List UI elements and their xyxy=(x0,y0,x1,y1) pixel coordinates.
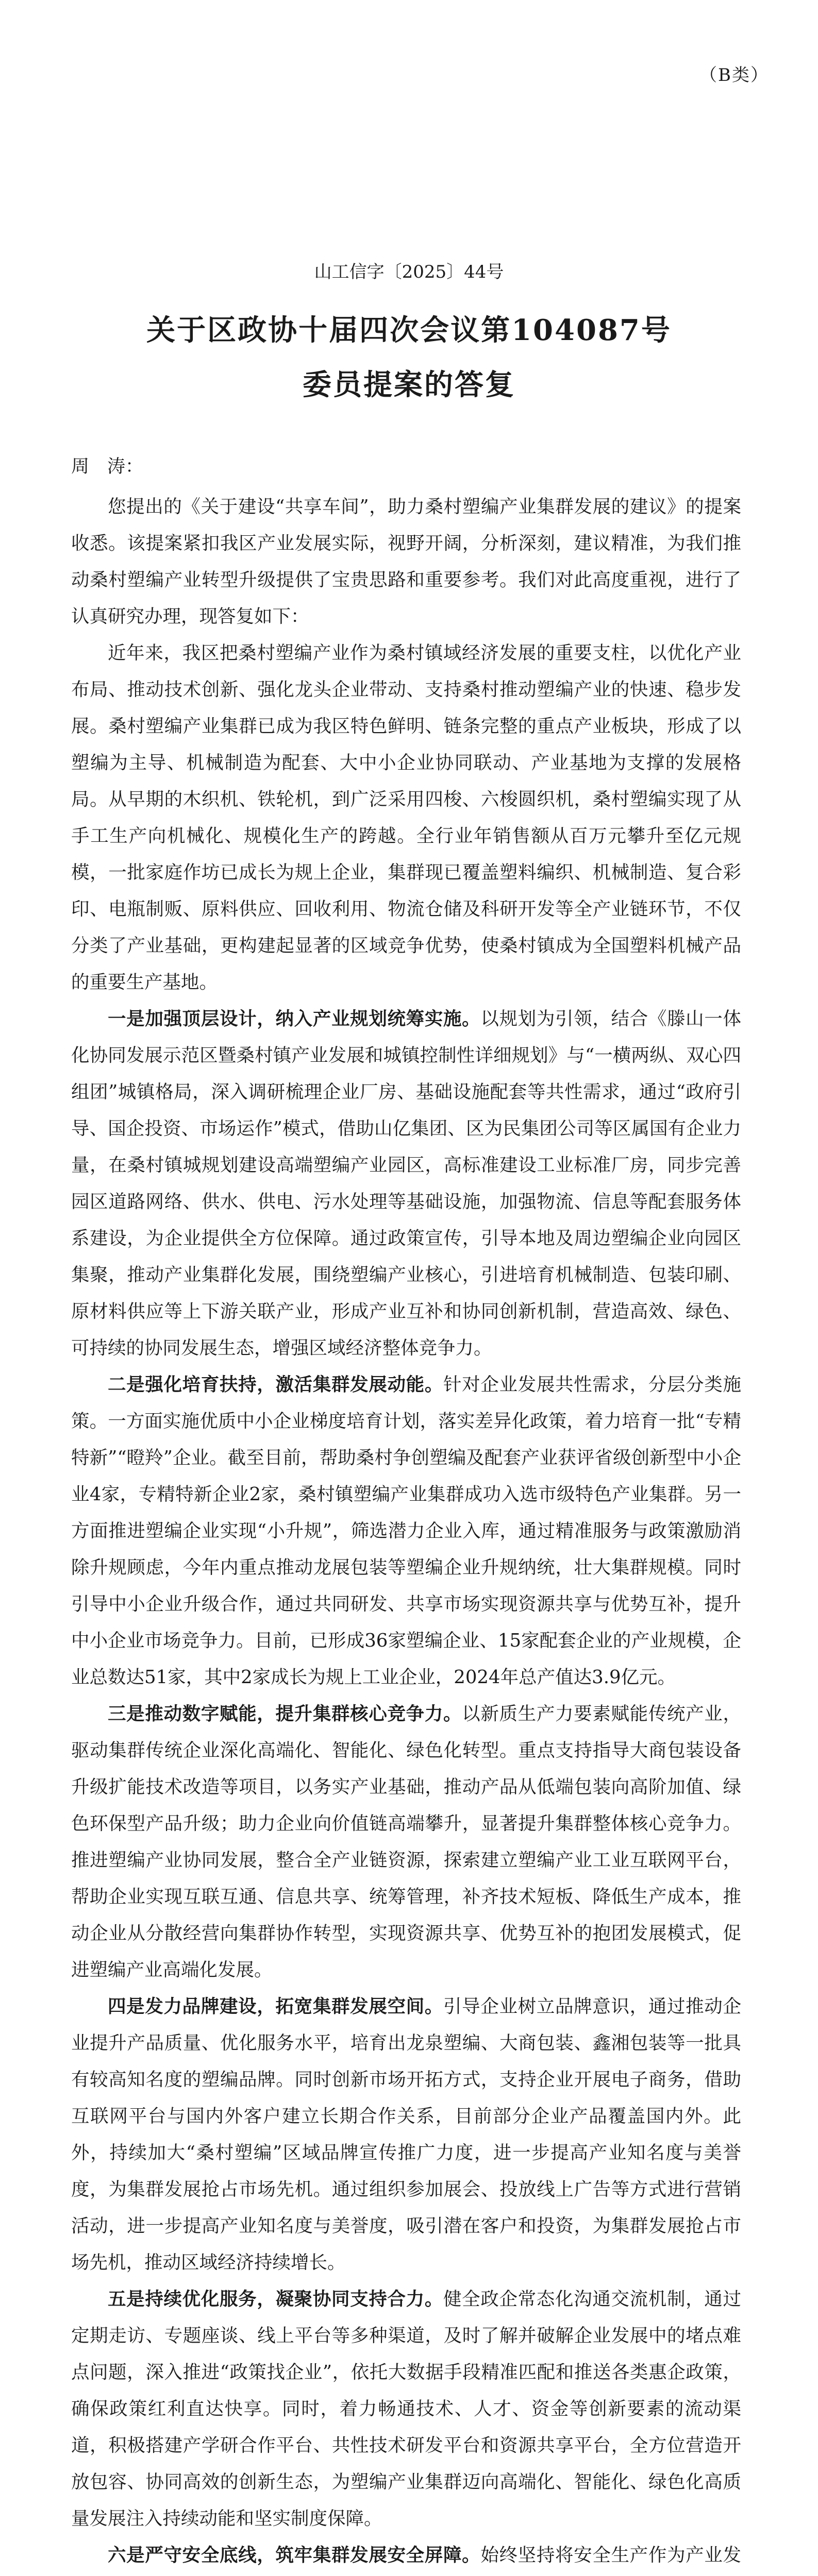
paragraph-lead: 四是发力品牌建设，拓宽集群发展空间。 xyxy=(108,1996,443,2017)
title-line-2: 委员提案的答复 xyxy=(303,368,515,402)
paragraph-lead: 六是严守安全底线，筑牢集群发展安全屏障。 xyxy=(108,2545,481,2566)
paragraph-text: 健全政企常态化沟通交流机制，通过定期走访、专题座谈、线上平台等多种渠道，及时了解并破解企业发展中的堵点难点问题，深入推进“政策找企业”，依托大数据手段精准匹配和推送各类惠企政策，确保政策红利直达快享。同时，着力畅通技术、人才、资金等创新要素的流动渠道，积极搭建产学研合作平台、共性技术研发平台和资源共享平台，全方位营造开放包容、协同高效的创新生态，为塑编产业集群迈向高端化、智能化、绿色化高质量发展注入持续动能和坚实制度保障。 xyxy=(71,2289,741,2529)
paragraph-text: 您提出的《关于建设“共享车间”，助力桑村塑编产业集群发展的建议》的提案收悉。该提案紧扣我区产业发展实际，视野开阔，分析深刻，建议精准，为我们推动桑村塑编产业转型升级提供了宝贵思路和重要参考。我们对此高度重视，进行了认真研究办理，现答复如下： xyxy=(71,496,741,627)
paragraph-text: 针对企业发展共性需求，分层分类施策。一方面实施优质中小企业梯度培育计划，落实差异化政策，着力培育一批“专精特新”“瞪羚”企业。截至目前，帮助桑村争创塑编及配套产业获评省级创新型中小企业4家，专精特新企业2家，桑村镇塑编产业集群成功入选市级特色产业集群。另一方面推进塑编企业实现“小升规”，筛选潜力企业入库，通过精准服务与政策激励消除升规顾虑，今年内重点推动龙展包装等塑编企业升规纳统，壮大集群规模。同时引导中小企业升级合作，通过共同研发、共享市场实现资源共享与优势互补，提升中小企业市场竞争力。目前，已形成36家塑编企业、15家配套企业的产业规模，企业总数达51家，其中2家成长为规上工业企业，2024年总产值达3.9亿元。 xyxy=(71,1374,741,1688)
body-paragraph xyxy=(71,2281,741,2537)
paragraph-text: 引导企业树立品牌意识，通过推动企业提升产品质量、优化服务水平，培育出龙泉塑编、大商包装、鑫湘包装等一批具有较高知名度的塑编品牌。同时创新市场开拓方式，支持企业开展电子商务，借助互联网平台与国内外客户建立长期合作关系，目前部分企业产品覆盖国内外。此外，持续加大“桑村塑编”区域品牌宣传推广力度，进一步提高产业知名度与美誉度，为集群发展抢占市场先机。通过组织参加展会、投放线上广告等方式进行营销活动，进一步提高产业知名度与美誉度，吸引潜在客户和投资，为集群发展抢占市场先机，推动区域经济持续增长。 xyxy=(71,1996,741,2273)
paragraph-text: 以新质生产力要素赋能传统产业，驱动集群传统企业深化高端化、智能化、绿色化转型。重点支持指导大商包装设备升级扩能技术改造等项目，以务实产业基础，推动产品从低端包装向高阶加值、绿色环保型产品升级；助力企业向价值链高端攀升，显著提升集群整体核心竞争力。推进塑编产业协同发展，整合全产业链资源，探索建立塑编产业工业互联网平台，帮助企业实现互联互通、信息共享、统筹管理，补齐技术短板、降低生产成本，推动企业从分散经营向集群协作转型，实现资源共享、优势互补的抱团发展模式，促进塑编产业高端化发展。 xyxy=(71,1703,741,1980)
body-paragraph xyxy=(71,2537,741,2576)
paragraph-lead: 一是加强顶层设计，纳入产业规划统筹实施。 xyxy=(108,1008,481,1029)
paragraph-text: 近年来，我区把桑村塑编产业作为桑村镇域经济发展的重要支柱，以优化产业布局、推动技术创新、强化龙头企业带动、支持桑村推动塑编产业的快速、稳步发展。桑村塑编产业集群已成为我区特色鲜明、链条完整的重点产业板块，形成了以塑编为主导、机械制造为配套、大中小企业协同联动、产业基地为支撑的发展格局。从早期的木织机、铁轮机，到广泛采用四梭、六梭圆织机，桑村塑编实现了从手工生产向机械化、规模化生产的跨越。全行业年销售额从百万元攀升至亿元规模，一批家庭作坊已成长为规上企业，集群现已覆盖塑料编织、机械制造、复合彩印、电瓶制贩、原料供应、回收利用、物流仓储及科研开发等全产业链环节，不仅分类了产业基础，更构建起显著的区域竞争优势，使桑村镇成为全国塑料机械产品的重要生产基地。 xyxy=(71,642,741,993)
body-paragraph xyxy=(71,1988,741,2281)
body-paragraph xyxy=(71,1001,741,1366)
body-paragraph xyxy=(71,488,741,635)
paragraph-text: 以规划为引领，结合《滕山一体化协同发展示范区暨桑村镇产业发展和城镇控制性详细规划》与“一横两纵、双心四组团”城镇格局，深入调研梳理企业厂房、基础设施配套等共性需求，通过“政府引导、国企投资、市场运作”模式，借助山亿集团、区为民集团公司等区属国有企业力量，在桑村镇城规划建设高端塑编产业园区，高标准建设工业标准厂房，同步完善园区道路网络、供水、供电、污水处理等基础设施，加强物流、信息等配套服务体系建设，为企业提供全方位保障。通过政策宣传，引导本地及周边塑编企业向园区集聚，推动产业集群化发展，围绕塑编产业核心，引进培育机械制造、包装印刷、原材料供应等上下游关联产业，形成产业互补和协同创新机制，营造高效、绿色、可持续的协同发展生态，增强区域经济整体竞争力。 xyxy=(71,1008,741,1359)
body-paragraph xyxy=(71,1696,741,1988)
paragraph-lead: 二是强化培育扶持，激活集群发展动能。 xyxy=(108,1374,443,1395)
body-paragraph xyxy=(71,1366,741,1696)
paragraph-lead: 五是持续优化服务，凝聚协同支持合力。 xyxy=(108,2289,443,2310)
document-title xyxy=(0,303,818,413)
title-line-1: 关于区政协十届四次会议第104087号 xyxy=(146,313,672,347)
document-number: 山工信字〔2025〕44号 xyxy=(314,262,504,282)
paragraph-lead: 三是推动数字赋能，提升集群核心竞争力。 xyxy=(108,1703,462,1724)
body-paragraph xyxy=(71,635,741,1001)
document-body xyxy=(71,488,741,2576)
document-category: （B类） xyxy=(699,65,769,86)
paragraph-text: 始终坚持将安全生产作为产业发 xyxy=(480,2545,741,2566)
salutation: 周 涛： xyxy=(71,456,144,477)
